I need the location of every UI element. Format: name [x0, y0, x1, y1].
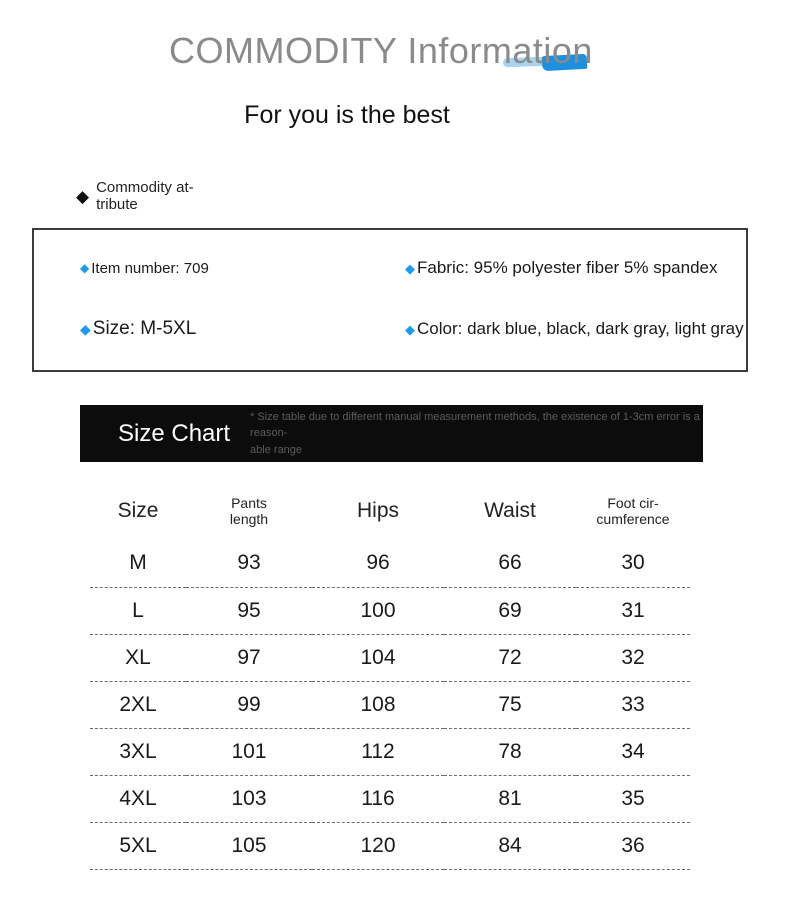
cell-hips: 104 [312, 634, 444, 681]
col-header-foot-line1: Foot cir- [607, 494, 659, 511]
cell-waist: 78 [444, 728, 576, 775]
col-header-hips-label: Hips [356, 499, 399, 523]
col-header-pants-length [186, 482, 312, 540]
size-chart-note-line2: able range [250, 443, 303, 456]
col-header-waist [444, 482, 576, 540]
cell-waist: 72 [444, 634, 576, 681]
size-chart-title: Size Chart [118, 419, 231, 447]
header [0, 0, 790, 72]
attr-item-number-text: Item number: 709 [91, 259, 209, 277]
cell-foot-circumference: 33 [576, 681, 690, 728]
attribute-box [32, 228, 748, 372]
col-header-pants-line1: Pants [231, 494, 267, 511]
cell-foot-circumference: 31 [576, 587, 690, 634]
attr-item-fabric-text: Fabric: 95% polyester fiber 5% spandex [417, 258, 718, 277]
cell-size: 2XL [90, 681, 186, 728]
attr-item-color [405, 318, 746, 340]
col-header-size-label: Size [117, 499, 159, 523]
col-header-foot-line2: cumference [596, 511, 670, 527]
blue-diamond-icon: ◆ [405, 321, 415, 337]
col-header-foot-circumference [576, 482, 690, 540]
cell-foot-circumference: 35 [576, 775, 690, 822]
table-row [90, 681, 690, 728]
cell-hips: 96 [312, 540, 444, 587]
cell-pants-length: 103 [186, 775, 312, 822]
attr-item-fabric [405, 258, 746, 278]
col-header-waist-label: Waist [484, 499, 536, 523]
cell-pants-length: 95 [186, 587, 312, 634]
blue-diamond-icon: ◆ [405, 260, 415, 276]
cell-hips: 112 [312, 728, 444, 775]
attribute-heading-label [96, 180, 194, 213]
col-header-pants-line2: length [229, 511, 269, 527]
size-chart-note-line1: * Size table due to different manual measurement methods, the existence of 1-3cm error is a reason- [250, 410, 700, 440]
cell-size: 3XL [90, 728, 186, 775]
cell-size: XL [90, 634, 186, 681]
cell-pants-length: 101 [186, 728, 312, 775]
table-row [90, 775, 690, 822]
cell-hips: 108 [312, 681, 444, 728]
cell-foot-circumference: 36 [576, 822, 690, 869]
table-row [90, 634, 690, 681]
cell-size: M [90, 540, 186, 587]
cell-pants-length: 105 [186, 822, 312, 869]
cell-size: 4XL [90, 775, 186, 822]
page-title: COMMODITY Information [169, 30, 593, 71]
size-table [90, 482, 690, 870]
cell-hips: 120 [312, 822, 444, 869]
cell-pants-length: 93 [186, 540, 312, 587]
black-diamond-icon: ◆ [76, 187, 90, 206]
table-row [90, 822, 690, 869]
cell-foot-circumference: 34 [576, 728, 690, 775]
attribute-heading-line2: tribute [96, 195, 138, 213]
col-header-foot-label [576, 495, 690, 527]
attr-item-number [80, 258, 405, 278]
size-table-body [90, 540, 690, 869]
cell-pants-length: 97 [186, 634, 312, 681]
cell-pants-length: 99 [186, 681, 312, 728]
cell-foot-circumference: 32 [576, 634, 690, 681]
cell-size: 5XL [90, 822, 186, 869]
col-header-pants-length-label [186, 495, 312, 527]
blue-diamond-icon: ◆ [80, 261, 90, 275]
table-row [90, 540, 690, 587]
cell-waist: 75 [444, 681, 576, 728]
col-header-hips [312, 482, 444, 540]
size-chart-banner [80, 405, 703, 462]
cell-foot-circumference: 30 [576, 540, 690, 587]
cell-waist: 66 [444, 540, 576, 587]
attr-item-size [80, 318, 405, 340]
page-subtitle: For you is the best [244, 101, 450, 129]
cell-waist: 84 [444, 822, 576, 869]
attr-item-color-text: Color: dark blue, black, dark gray, light gray [417, 319, 744, 338]
cell-hips: 116 [312, 775, 444, 822]
size-table-header [90, 482, 690, 540]
cell-size: L [90, 587, 186, 634]
size-chart-note [250, 409, 703, 459]
attribute-section-heading [76, 180, 194, 213]
cell-waist: 81 [444, 775, 576, 822]
blue-diamond-icon: ◆ [80, 321, 91, 337]
cell-waist: 69 [444, 587, 576, 634]
table-row [90, 587, 690, 634]
cell-hips: 100 [312, 587, 444, 634]
table-row [90, 728, 690, 775]
col-header-size [90, 482, 186, 540]
attr-item-size-text: Size: M-5XL [92, 318, 197, 339]
attribute-heading-line1: Commodity at- [96, 179, 194, 196]
